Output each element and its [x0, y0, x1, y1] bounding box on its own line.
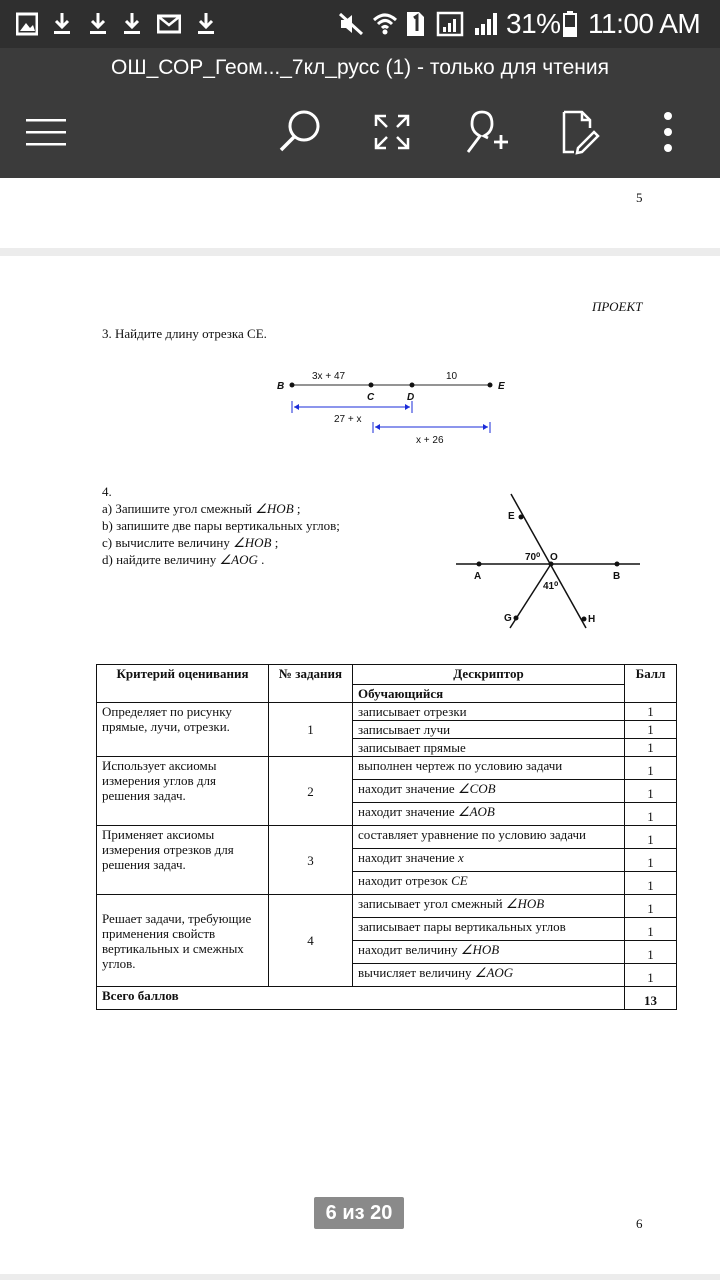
document-page-5: [0, 178, 720, 248]
task3-text: 3. Найдите длину отрезка CE.: [102, 326, 267, 341]
header-student: Обучающийся: [353, 685, 625, 703]
task-number-cell: 3: [269, 826, 353, 895]
task4-item-a: a) Запишите угол смежный ∠HOB ;: [102, 501, 301, 516]
descriptor-cell: записывает угол смежный ∠HOB: [353, 895, 625, 918]
page-header: ПРОЕКТ: [592, 299, 643, 314]
label-d: D: [407, 392, 415, 403]
total-label: Всего баллов: [97, 987, 625, 1010]
criterion-cell: Решает задачи, требующие применения свойств вертикальных и смежных углов.: [97, 895, 269, 987]
descriptor-cell: находит значение ∠COB: [353, 780, 625, 803]
criterion-cell: Определяет по рисунку прямые, лучи, отрезки.: [97, 703, 269, 757]
descriptor-cell: составляет уравнение по условию задачи: [353, 826, 625, 849]
descriptor-cell: вычисляет величину ∠AOG: [353, 964, 625, 987]
menu-icon[interactable]: [18, 104, 74, 160]
task4-item-b: b) запишите две пары вертикальных углов;: [102, 518, 340, 533]
label-o-point: O: [550, 552, 558, 563]
status-bar: [0, 0, 720, 48]
score-cell: 1: [625, 895, 677, 918]
score-cell: 1: [625, 826, 677, 849]
edit-document-icon[interactable]: [550, 104, 606, 160]
document-page-6: [0, 256, 720, 1274]
table-row: [97, 757, 677, 780]
label-a-point: A: [474, 571, 482, 582]
header-task-number: № задания: [269, 665, 353, 703]
angle-diagram: [450, 488, 646, 636]
table-row: [97, 895, 677, 918]
score-cell: 1: [625, 918, 677, 941]
mail-icon: [157, 10, 181, 38]
download-icon: [88, 10, 108, 38]
page-number: 5: [636, 190, 643, 205]
score-cell: 1: [625, 941, 677, 964]
page-counter: 6 из 20: [314, 1197, 404, 1229]
task4-item-c: c) вычислите величину ∠HOB ;: [102, 535, 279, 550]
criterion-cell: Применяет аксиомы измерения отрезков для решения задач.: [97, 826, 269, 895]
mute-icon: [338, 10, 364, 38]
wifi-icon: [372, 10, 398, 38]
label-angle-70: 70⁰: [525, 552, 541, 563]
sim-1-icon: [404, 10, 426, 38]
label-e: E: [498, 381, 505, 392]
download-icon: [122, 10, 142, 38]
score-cell: 1: [625, 757, 677, 780]
score-cell: 1: [625, 803, 677, 826]
header-score: Балл: [625, 665, 677, 703]
download-icon: [52, 10, 72, 38]
table-row: [97, 703, 677, 721]
battery-icon: [562, 10, 578, 38]
header-criterion: Критерий оценивания: [97, 665, 269, 703]
score-cell: 1: [625, 872, 677, 895]
descriptor-cell: выполнен чертеж по условию задачи: [353, 757, 625, 780]
task4-item-d: d) найдите величину ∠AOG .: [102, 552, 265, 567]
score-cell: 1: [625, 703, 677, 721]
criterion-cell: Использует аксиомы измерения углов для решения задач.: [97, 757, 269, 826]
task-number-cell: 2: [269, 757, 353, 826]
label-b: B: [277, 381, 285, 392]
clock: 11:00 AM: [588, 8, 701, 39]
descriptor-cell: находит значение ∠AOB: [353, 803, 625, 826]
score-cell: 1: [625, 849, 677, 872]
score-cell: 1: [625, 721, 677, 739]
table-total-row: [97, 987, 677, 1010]
descriptor-cell: находит величину ∠HOB: [353, 941, 625, 964]
fullscreen-icon[interactable]: [364, 104, 420, 160]
label-h-point: H: [588, 614, 596, 625]
label-g-point: G: [504, 613, 512, 624]
score-cell: 1: [625, 964, 677, 987]
assessment-criteria-table: [96, 664, 677, 1010]
more-vert-icon[interactable]: [640, 104, 696, 160]
score-cell: 1: [625, 739, 677, 757]
descriptor-cell: записывает пары вертикальных углов: [353, 918, 625, 941]
segment-diagram: [270, 364, 520, 456]
label-seg2: 10: [446, 371, 458, 382]
descriptor-cell: записывает прямые: [353, 739, 625, 757]
gallery-icon: [16, 10, 38, 38]
descriptor-cell: находит отрезок CE: [353, 872, 625, 895]
descriptor-cell: записывает лучи: [353, 721, 625, 739]
page-number: 6: [636, 1216, 643, 1231]
label-seg1: 3x + 47: [312, 371, 346, 382]
task-number-cell: 4: [269, 895, 353, 987]
label-ce: x + 26: [416, 435, 444, 446]
app-toolbar: [0, 48, 720, 178]
label-bd: 27 + x: [334, 414, 362, 425]
score-cell: 1: [625, 780, 677, 803]
table-row: [97, 826, 677, 849]
descriptor-cell: записывает отрезки: [353, 703, 625, 721]
signal-icon: [436, 10, 464, 38]
label-e-point: E: [508, 511, 515, 522]
task4-number: 4.: [102, 484, 112, 499]
task-number-cell: 1: [269, 703, 353, 757]
signal-icon: [472, 10, 500, 38]
label-angle-41: 41⁰: [543, 581, 559, 592]
label-b-point: B: [613, 571, 621, 582]
header-descriptor: Дескриптор: [353, 665, 625, 685]
total-value: 13: [625, 987, 677, 1010]
battery-percent: 31%: [506, 8, 561, 39]
label-c: C: [367, 392, 375, 403]
share-person-icon[interactable]: [458, 104, 514, 160]
document-title: ОШ_СОР_Геом..._7кл_русс (1) - только для чтения: [111, 56, 609, 79]
download-icon: [196, 10, 216, 38]
descriptor-cell: находит значение x: [353, 849, 625, 872]
search-icon[interactable]: [272, 104, 328, 160]
